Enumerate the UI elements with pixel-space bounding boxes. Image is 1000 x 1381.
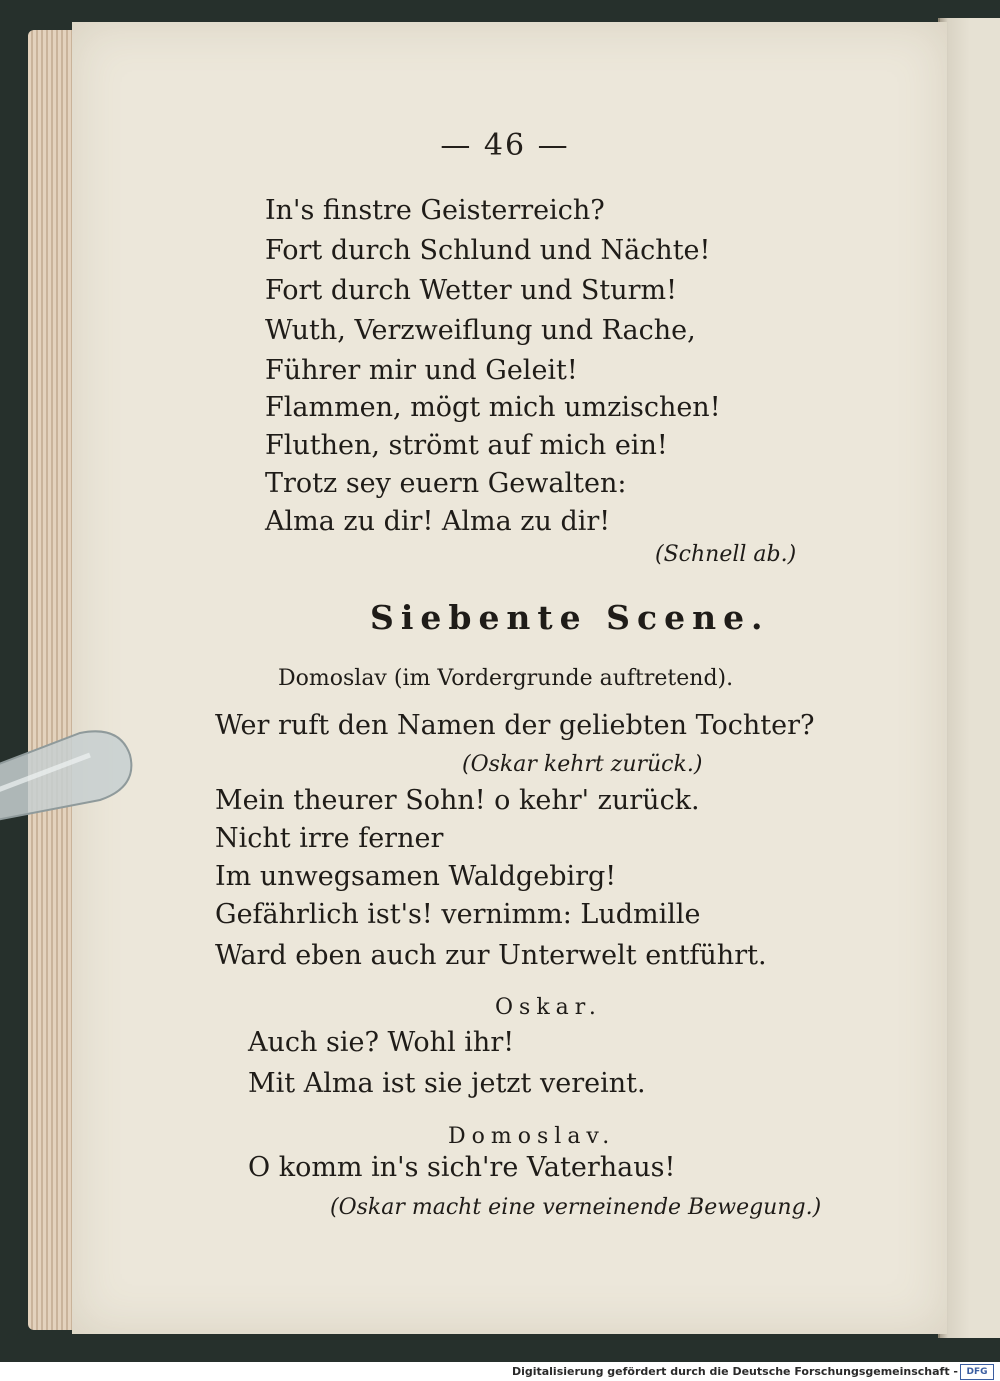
verse-line: Trotz sey euern Gewalten:: [265, 468, 627, 499]
domoslav-line: Gefährlich ist's! vernimm: Ludmille: [215, 899, 701, 930]
domoslav-line: Nicht irre ferner: [215, 823, 444, 854]
speaker-domoslav-intro: Domoslav (im Vordergrunde auftretend).: [278, 666, 734, 691]
speaker-oskar: Oskar.: [495, 995, 602, 1020]
speaker-domoslav: Domoslav.: [448, 1124, 616, 1149]
verse-line: Fort durch Schlund und Nächte!: [265, 235, 711, 266]
stage-direction-oskar-returns: (Oskar kehrt zurück.): [462, 752, 703, 777]
domoslav-line: Ward eben auch zur Unterwelt entführt.: [215, 940, 767, 971]
oskar-line: Mit Alma ist sie jetzt vereint.: [248, 1068, 646, 1099]
verse-line: Flammen, mögt mich umzischen!: [265, 392, 721, 423]
stage-direction-gesture: (Oskar macht eine verneinende Bewegung.): [330, 1195, 822, 1220]
verse-line: In's finstre Geisterreich?: [265, 195, 605, 226]
dfg-logo: DFG: [960, 1364, 994, 1380]
domoslav-line: O komm in's sich're Vaterhaus!: [248, 1152, 676, 1183]
digitization-footer: [0, 1362, 1000, 1381]
domoslav-line: Mein theurer Sohn! o kehr' zurück.: [215, 785, 700, 816]
domoslav-line: Wer ruft den Namen der geliebten Tochter?: [215, 710, 815, 741]
page-number: — 46 —: [440, 128, 570, 163]
verse-line: Fluthen, strömt auf mich ein!: [265, 430, 668, 461]
verse-line: Alma zu dir! Alma zu dir!: [265, 506, 611, 537]
verse-line: Führer mir und Geleit!: [265, 355, 578, 386]
stage-direction-exit: (Schnell ab.): [655, 542, 797, 567]
footer-credit: Digitalisierung gefördert durch die Deutsche Forschungsgemeinschaft -: [511, 1365, 958, 1378]
page-clip: [0, 715, 150, 825]
domoslav-line: Im unwegsamen Waldgebirg!: [215, 861, 617, 892]
scene-heading: Siebente Scene.: [370, 598, 770, 637]
oskar-line: Auch sie? Wohl ihr!: [248, 1027, 515, 1058]
verse-line: Wuth, Verzweiflung und Rache,: [265, 315, 696, 346]
verse-line: Fort durch Wetter und Sturm!: [265, 275, 677, 306]
